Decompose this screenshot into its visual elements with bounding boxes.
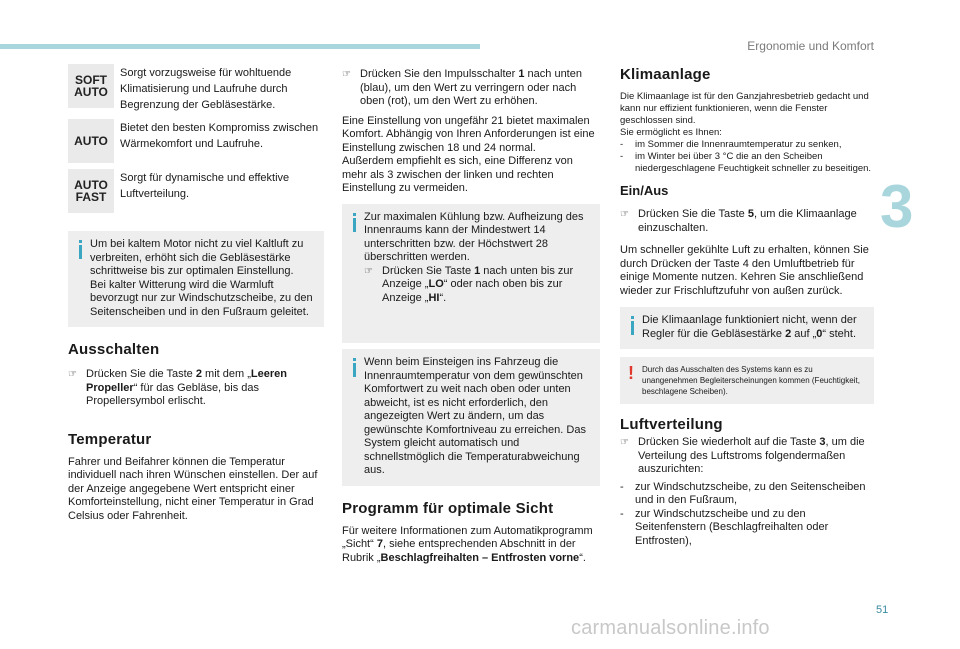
paragraph: Außerdem empfiehlt es sich, eine Differenz von mehr als 3 zwischen der linken und rechten Einstellung zu vermeiden. [342, 155, 573, 194]
soft-auto-icon-label: SOFT AUTO [74, 73, 108, 99]
chapter-number: 3 [880, 173, 914, 240]
sicht-text: Für weitere Informationen zum Automatikprogramm „Sicht“ 7, siehe entsprechenden Abschnitt in der Rubrik „Beschlagfreihalten – Entfrosten vorne“. [342, 524, 593, 564]
list-item: - zur Windschutzscheibe, zu den Seitenscheiben und in den Fußraum, [620, 480, 866, 506]
auto-icon [68, 119, 114, 163]
klima-text: Sie ermöglicht es Ihnen: [620, 127, 722, 138]
klima-text: Die Klimaanlage ist für den Ganzjahresbetrieb gedacht und kann nur effizient funktionieren, wenn die Fenster geschlossen sind. [620, 91, 869, 126]
arrow-bullet-icon: ☞ [68, 369, 77, 380]
bullet-text: Drücken Sie den Impulsschalter 1 nach unten (blau), um den Wert zu verringern oder nach oben (rot), um den Wert zu erhöhen. [360, 68, 582, 107]
info-icon [76, 240, 85, 260]
section-title-luftverteilung: Luftverteilung [620, 416, 723, 433]
paragraph: Eine Einstellung von ungefähr 21 bietet maximalen Komfort. Abhängig von Ihren Anforderungen ist eine Einstellung zwischen 18 und 24 normal. [342, 114, 595, 154]
mode-auto [68, 119, 324, 163]
header-accent-bar [0, 44, 480, 49]
mode-description: Bietet den besten Kompromiss zwischen Wärmekomfort und Laufruhe. [120, 122, 319, 150]
column-middle [342, 68, 600, 565]
info-icon [628, 316, 637, 336]
bullet-text: Drücken Sie wiederholt auf die Taste 3, um die Verteilung des Luftstroms folgendermaßen auszurichten: [638, 436, 865, 475]
section-title-ein-aus: Ein/Aus [620, 183, 669, 198]
auto-fast-icon-label: AUTO FAST [74, 178, 108, 204]
column-right [620, 66, 874, 548]
info-text: Wenn beim Einsteigen ins Fahrzeug die Innenraumtemperatur von dem gewünschten Komfortwert zu weit nach oben oder unten abweicht, ist es nicht erforderlich, den angezeigten Wert zu ändern, um das gewünschte Komfortniveau zu erreichen. Das System gleicht automatisch und schnellstmöglich die Temperaturabweichung aus. [364, 356, 586, 476]
info-box-fan-zero [620, 307, 874, 349]
bullet-ausschalten [68, 368, 324, 409]
bullet-impulsschalter [342, 68, 600, 109]
info-text: Zur maximalen Kühlung bzw. Aufheizung des Innenraums kann der Mindestwert 14 unterschritten bzw. der Höchstwert 28 überschritten werden. [364, 210, 584, 263]
list-item: - im Winter bei über 3 °C die an den Scheiben niedergeschlagene Feuchtigkeit schneller zu beseitigen. [620, 151, 872, 174]
warning-text: Durch das Ausschalten des Systems kann es zu unangenehmen Begleiterscheinungen kommen (Feuchtigkeit, beschlagene Scheiben). [642, 365, 860, 396]
info-text: Um bei kaltem Motor nicht zu viel Kaltluft zu verbreiten, erhöht sich die Gebläsestärke schrittweise bis zur optimalen Einstellung. [90, 238, 304, 277]
mode-description: Sorgt vorzugsweise für wohltuende Klimatisierung und Laufruhe durch Begrenzung der Gebläsestärke. [120, 67, 292, 111]
arrow-bullet-icon: ☞ [364, 265, 373, 277]
section-title-klimaanlage: Klimaanlage [620, 66, 711, 83]
page-header: Ergonomie und Komfort [747, 39, 874, 53]
list-item: - im Sommer die Innenraumtemperatur zu senken, [620, 139, 842, 150]
section-title-temperatur: Temperatur [68, 430, 152, 448]
info-icon [350, 213, 359, 233]
einaus-paragraph: Um schneller gekühlte Luft zu erhalten, können Sie durch Drücken der Taste 4 den Umluftbetrieb für einige Momente nutzen. Kehren Sie anschließend wieder zur Frischluftzufuhr von außen zurück. [620, 244, 869, 297]
bullet-luftverteilung [620, 436, 874, 477]
bullet-text: Drücken Sie die Taste 2 mit dem „Leeren Propeller“ für das Gebläse, bis das Propellersymbol erlischt. [86, 368, 287, 407]
column-left [68, 64, 324, 523]
auto-fast-icon [68, 169, 114, 213]
soft-auto-icon [68, 64, 114, 108]
info-box-cold-engine [68, 231, 324, 327]
bullet-text: Drücken Sie Taste 1 nach unten bis zur Anzeige „LO“ oder nach oben bis zur Anzeige „HI“. [382, 264, 574, 304]
info-box-max-cooling [342, 204, 600, 344]
info-text: Die Klimaanlage funktioniert nicht, wenn der Regler für die Gebläsestärke 2 auf „0“ steht. [642, 314, 857, 340]
section-title-ausschalten: Ausschalten [68, 341, 160, 358]
warning-box [620, 357, 874, 404]
temperatur-text: Fahrer und Beifahrer können die Temperatur individuell nach ihren Wünschen einstellen. Der auf der Anzeige angegebene Wert entspricht einer Komforteinstellung, nicht einer Temperatur in Grad Celsius oder Fahrenheit. [68, 455, 318, 522]
mode-auto-fast [68, 169, 324, 213]
info-box-comfort [342, 349, 600, 486]
bullet-text: Drücken Sie die Taste 5, um die Klimaanlage einzuschalten. [638, 208, 857, 234]
mode-soft-auto [68, 64, 324, 113]
arrow-bullet-icon: ☞ [620, 437, 629, 448]
auto-icon-label: AUTO [74, 134, 108, 148]
info-icon [350, 358, 359, 378]
page-number: 51 [876, 604, 889, 616]
arrow-bullet-icon: ☞ [620, 209, 629, 220]
mode-description: Sorgt für dynamische und effektive Luftverteilung. [120, 172, 290, 200]
info-bullet [364, 265, 592, 306]
info-text: Bei kalter Witterung wird die Warmluft bevorzugt nur zur Windschutzscheibe, zu den Seitenscheiben und in den Fußraum geleitet. [90, 278, 313, 318]
bullet-ein-aus [620, 208, 874, 235]
watermark: carmanualsonline.info [571, 617, 770, 639]
warning-icon: ! [628, 363, 634, 383]
arrow-bullet-icon: ☞ [342, 69, 351, 80]
section-title-sicht: Programm für optimale Sicht [342, 499, 554, 517]
list-item: - zur Windschutzscheibe und zu den Seitenfenstern (Beschlagfreihalten oder Entfrosten), [620, 507, 829, 547]
